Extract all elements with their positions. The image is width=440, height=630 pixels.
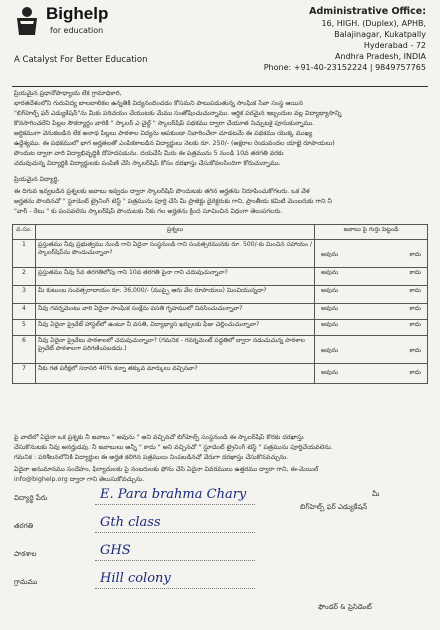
class-label: తరగతి [14,522,34,530]
header-divider [12,86,428,87]
intro-line: చదువుచున్న విద్యార్థికి విద్యార్థులకు పంపిణీ చేసి స్కాలర్‌షిప్ కోసం దరఖాస్తు చేసుకోవలసిందిగా కోరుచున్నాము. [14,160,281,167]
student-line: అర్హతను పొందినచో " స్టూడెంట్ ట్రైనింగ్ టెస్ట్ " పత్రమును పూర్తి చేసి మీ ప్రాజెక్టు డైరెక్టరుకు గాని, ప్రాంతీయ కమిటీ మెంబరుకు గాని నీ [14,198,332,205]
student-name-field[interactable]: E. Para brahma Chary [100,487,247,502]
closing-line: పై వాటిలో ఏదైనా ఒక ప్రశ్నకు నీ జవాబు " అవును " అని వచ్చినచో బిగ్‌హెల్ప్ సంస్థనుండి ఈ స్కాలర్‌షిప్ కొరకు దరఖాస్తు [14,434,304,441]
school-underline [95,560,255,561]
row-question: నీవు ఏదైనా ప్రైవేట్ హాస్టల్‌లో ఉంటూ నీ వసతి, విద్యాభ్యాస ఖర్చులకు ఫీజు చెల్లించుచున్నావా? [36,320,315,336]
village-label: గ్రామము [14,578,38,586]
tagline: A Catalyst For Better Education [14,55,148,65]
closing-line: చేసుకొనుటకు నీవు అనర్హుడవు. నీ జవాబులు అన్నీ " కాదు " అని వచ్చినచో " స్టూడెంట్ ట్రైనింగ్ టెస్ట్ " పత్రమును పూర్తిచేయవలెను. [14,444,333,451]
bighelp-logo-icon [14,6,40,36]
answer-yes-option[interactable]: అవును [321,269,339,276]
row-number: 6 [13,336,36,364]
salutation: ప్రియమైన ప్రధానోపాధ్యాయ లేక గ్రామాధికారి, [14,90,122,97]
row-number: 5 [13,320,36,336]
answer-no-option[interactable]: కాదు [409,321,421,328]
row-question: నీకు గత పరీక్షలో సరాసరి 40% కన్నా తక్కువ మార్కులు వచ్చినవా? [36,364,315,384]
closing-line: గమనిక : పరిశీలనలోనికి విద్యార్థుల ఈ అర్హత కలిగిన పత్రములు నింపబడినచో వేరుగా దరఖాస్తు చేసుకొనవచ్చును. [14,454,289,461]
student-line: "వార్ - రేటు " కు పంపవలెను స్కాలర్‌షిప్ పొందుటకు నీకు గల అర్హతను క్రింద సూచించిన విధంగా తెలుపగలరు. [14,208,283,215]
row-number: 2 [13,268,36,286]
col-question-header: ప్రశ్నలు [36,225,315,240]
village-underline [95,588,255,589]
office-line: 16, HIGH. (Duplex), APHB, [321,19,426,28]
office-phone: Phone: +91-40-23152224 | 9849757765 [263,63,426,72]
answer-yes-option[interactable]: అవును [321,251,339,258]
row-number: 3 [13,286,36,304]
school-field[interactable]: GHS [100,543,131,558]
answer-no-option[interactable]: కాదు [409,347,421,354]
row-answer[interactable] [315,320,428,336]
answer-yes-option[interactable]: అవును [321,347,339,354]
closing-line: info@bighelp.org ద్వారా గాని తెలుసుకోవచ్చును. [14,476,145,483]
row-answer[interactable] [315,240,428,268]
intro-line: భారతదేశంలోని గురువిద్య బాలబాలికల ఉన్నతికి విద్యనందించడం కోసమని పాటుపడుతున్న సాంఘిక సేవా సంస్థ ఆయిన [14,100,303,107]
answer-yes-option[interactable]: అవును [321,369,339,376]
answer-no-option[interactable]: కాదు [409,369,421,376]
row-answer[interactable] [315,268,428,286]
row-question: నీవు ఏదైనా ప్రైవేటు పాఠశాలలో చదువుచున్నావా? (గమనిక - గవర్నమెంట్ పద్ధతిలో ద్వారా నడుచుచున్న పాఠశాల ప్రైవేట్ పాఠశాలగా పరిగణింపబడదు.) [36,336,315,364]
class-field[interactable]: Gth class [100,515,161,530]
organisation-signature: బిగ్‌హెల్ప్ ఫర్ ఎడ్యుకేషన్ [300,503,368,511]
answer-yes-option[interactable]: అవును [321,321,339,328]
row-answer[interactable] [315,304,428,320]
founder-signature: ఫౌండర్ & ప్రెసిడెంట్ [318,603,372,611]
row-question: నీవు గవర్నమెంటు వారి ఏదైనా సాంఘిక సంక్షేమ వసతి గృహములో నివసించుచున్నావా? [36,304,315,320]
row-question: ప్రస్తుతము నీవు 5వ తరగతిలోపు గాని 10వ తరగతి పైనా గాని చదువుచున్నావా? [36,268,315,286]
row-question: మీ కుటుంబ సంవత్సరాదాయం రూ. 36,000/- (ముప్పై ఆరు వేల రూపాయలు) మించియున్నదా? [36,286,315,304]
table-row [13,268,428,286]
intro-line: అర్థికముగా వెనుకబడిన లేక అనాథ పిల్లలు పాఠశాల విద్యను ఆపకుండా నివారించేలా చూడటమే ఈ పథకము యొక్క ముఖ్య [14,130,313,137]
row-number: 1 [13,240,36,268]
village-field[interactable]: Hill colony [100,571,171,586]
brand-subtitle: for education [50,26,104,35]
student-name-underline [95,504,255,505]
row-answer[interactable] [315,336,428,364]
row-answer[interactable] [315,286,428,304]
office-address [256,6,426,73]
table-row [13,304,428,320]
intro-line: పొందుట ద్వారా వారి విద్యాభివృద్ధికి దోహదపడును. దయచేసి మీరు ఈ పత్రమును 5 నుండి 10వ తరగతి వరకు [14,150,284,157]
answer-no-option[interactable]: కాదు [409,287,421,294]
answer-no-option[interactable]: కాదు [409,305,421,312]
closing-line: ఏదైనా అనుమానము సందేహం, ఫిర్యాదులకు పై నంబరులకు ఫోను చేసి ఏదైనా వివరములు ఉత్తరము ద్వారా గాని, ఈ-మెయిల్ [14,466,319,473]
row-number: 4 [13,304,36,320]
answer-no-option[interactable]: కాదు [409,269,421,276]
answer-yes-option[interactable]: అవును [321,305,339,312]
answer-yes-option[interactable]: అవును [321,287,339,294]
table-row [13,286,428,304]
office-title: Administrative Office: [309,6,426,17]
office-line: Andhra Pradesh, INDIA [335,52,426,61]
answer-no-option[interactable]: కాదు [409,251,421,258]
row-question: ప్రస్తుతము నీవు ప్రభుత్వము నుండి గాని ఏదైనా సంస్థనుండి గాని సంవత్సరమునకు రూ. 500/-కు మించిన సహాయం / స్కాలర్‌షిప్‌ను పొందుచున్నావా? [36,240,315,268]
col-number-header: వ.సం. [13,225,36,240]
class-underline [95,532,255,533]
table-header-row [13,225,428,240]
table-row [13,240,428,268]
questions-table [12,224,428,384]
col-answer-header: జవాబు పై గుర్తు పెట్టండి [315,225,428,240]
office-line: Balajinagar, Kukatpally [334,30,426,39]
table-row [13,336,428,364]
student-greeting: ప్రియమైన విద్యార్థి, [14,176,60,183]
signature-mark: మీ [372,490,380,498]
student-name-label: విద్యార్థి పేరు [14,494,48,502]
school-label: పాఠశాల [14,550,37,558]
intro-line: "బిగ్‌హెల్ప్ ఫర్ ఎడ్యుకేషన్"ను మీకు పరిచయం చేయుటకు మేము సంతోషించుచున్నాము. ఆర్థిక పరమైన ఇబ్బందుల వల్ల విద్యాభ్యాసాన్ని [14,110,342,117]
student-line: ఈ దిగువ ఇవ్వబడిన ప్రశ్నలకు జవాబు ఇవ్వడం ద్వారా స్కాలర్‌షిప్ పొందుటకు తగిన అర్హతను నిరూపించుకోగలరు. ఒక వేళ [14,188,310,195]
table-row [13,364,428,384]
row-answer[interactable] [315,364,428,384]
row-number: 7 [13,364,36,384]
brand-name: Bighelp [46,4,109,23]
table-row [13,320,428,336]
intro-line: ఉద్దేశ్యము. ఈ పథకములో భాగ అర్హతలతో ఎంపికకాబడిన విద్యార్థులు నెలకు రూ. 250/- (అక్షరాల రెండువందల యాభై రూపాయలు) [14,140,335,147]
intro-line: కొనసాగించలేని పిల్లల సౌకర్యార్థం వారికి " స్కాలర్ ఎ చైల్డ్ " స్కాలర్‌షిప్ పథకము ద్వారా చేయూత నిచ్చుటకై పూనుకున్నాము. [14,120,315,127]
office-line: Hyderabad - 72 [363,41,426,50]
